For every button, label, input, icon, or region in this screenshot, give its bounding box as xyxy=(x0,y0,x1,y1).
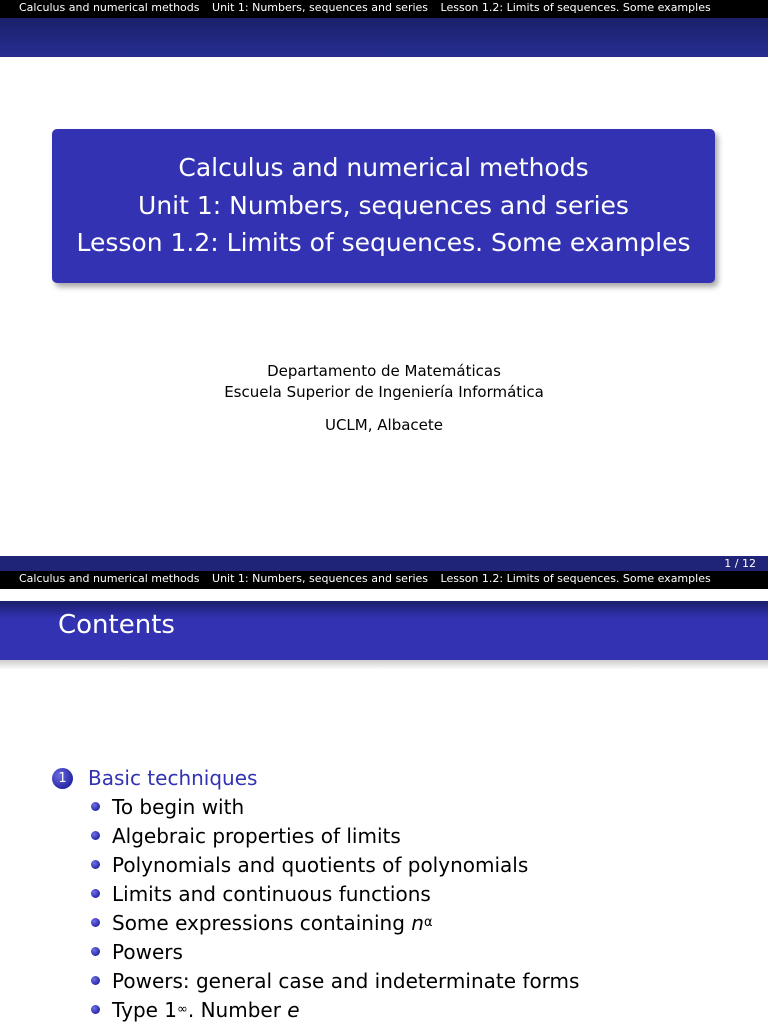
toc-item-label: To begin with xyxy=(112,794,245,819)
title-line-1: Calculus and numerical methods xyxy=(178,153,589,182)
title-box xyxy=(52,129,715,283)
bullet-icon xyxy=(91,918,100,927)
headline-unit: Unit 1: Numbers, sequences and series xyxy=(212,1,429,14)
toc-item-label: Powers xyxy=(112,939,183,964)
bullet-icon xyxy=(91,947,100,956)
section-number-ball: 1 xyxy=(52,768,73,789)
headline-lesson: Lesson 1.2: Limits of sequences. Some examples xyxy=(440,572,711,585)
bullet-icon xyxy=(91,802,100,811)
toc-item-label-rest: . Number xyxy=(187,997,288,1022)
headline-course: Calculus and numerical methods xyxy=(19,1,200,14)
headline-bar xyxy=(0,571,768,589)
toc-item-label: Limits and continuous functions xyxy=(112,881,431,906)
bullet-icon xyxy=(91,860,100,869)
bullet-icon xyxy=(91,1005,100,1014)
toc-section-1[interactable] xyxy=(52,765,257,791)
toc-item-algebraic-properties[interactable] xyxy=(91,821,579,850)
headline-course: Calculus and numerical methods xyxy=(19,572,200,585)
toc-subsections xyxy=(91,792,579,1024)
toc-item-powers-general[interactable] xyxy=(91,966,579,995)
page-number: 1 / 12 xyxy=(724,557,756,570)
headline-lesson: Lesson 1.2: Limits of sequences. Some examples xyxy=(440,1,711,14)
toc-item-label: Type 1 xyxy=(112,997,178,1022)
location-text: UCLM, Albacete xyxy=(324,416,443,434)
toc-item-label: Some expressions containing xyxy=(112,910,412,935)
section-title[interactable]: Basic techniques xyxy=(88,766,258,790)
toc-item-type-1-infinity[interactable] xyxy=(91,995,579,1024)
frame-title-shadow xyxy=(0,660,768,670)
footline-bar xyxy=(0,556,768,571)
toc-item-powers[interactable] xyxy=(91,937,579,966)
bullet-icon xyxy=(91,831,100,840)
frame-title: Contents xyxy=(58,610,175,640)
title-line-2: Unit 1: Numbers, sequences and series xyxy=(138,190,629,220)
school-text: Escuela Superior de Ingeniería Informática xyxy=(224,383,544,401)
contents-slide xyxy=(0,571,768,1024)
bullet-icon xyxy=(91,889,100,898)
math-variable-e: e xyxy=(287,997,300,1022)
department-text: Departamento de Matemáticas xyxy=(267,362,501,380)
math-exponent-alpha: α xyxy=(423,915,433,930)
toc-item-polynomials[interactable] xyxy=(91,850,579,879)
toc-item-n-alpha[interactable] xyxy=(91,908,579,937)
header-band xyxy=(0,18,768,57)
toc-item-label: Powers: general case and indeterminate forms xyxy=(112,968,580,993)
toc-item-continuous-functions[interactable] xyxy=(91,879,579,908)
title-line-3: Lesson 1.2: Limits of sequences. Some examples xyxy=(76,228,691,257)
toc-item-label: Polynomials and quotients of polynomials xyxy=(112,852,529,877)
toc-item-label: Algebraic properties of limits xyxy=(112,823,401,848)
toc-item-to-begin-with[interactable] xyxy=(91,792,579,821)
headline-unit: Unit 1: Numbers, sequences and series xyxy=(212,572,429,585)
math-variable-n: n xyxy=(411,910,424,935)
headline-bar xyxy=(0,0,768,18)
math-exponent-infinity: ∞ xyxy=(177,1002,188,1017)
bullet-icon xyxy=(91,976,100,985)
